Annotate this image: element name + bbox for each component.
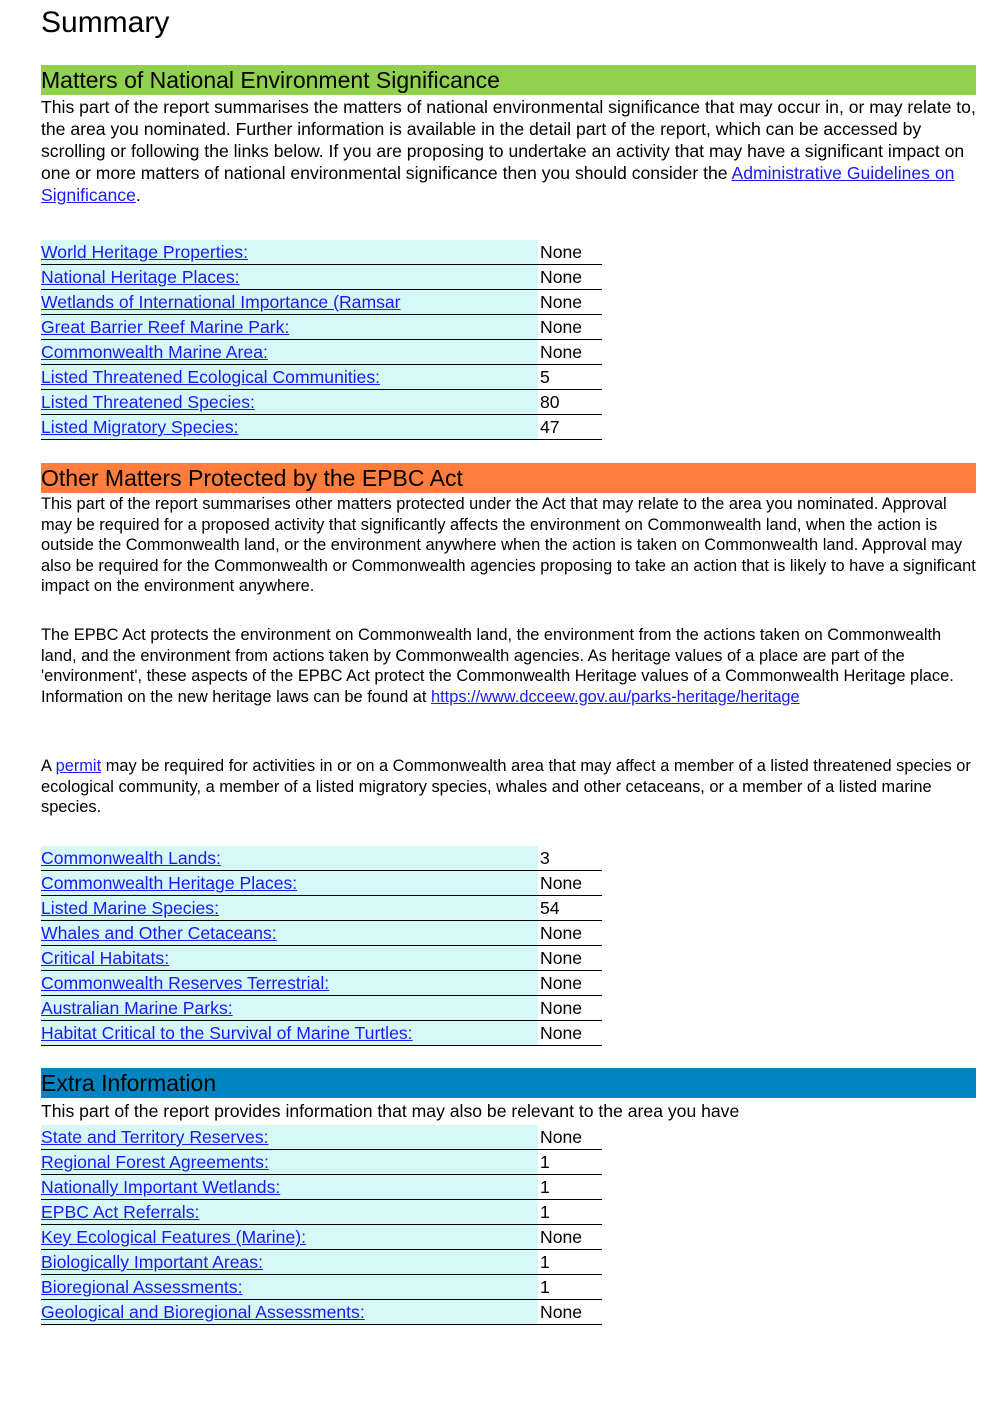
summary-row-value: 1 [538,1250,602,1275]
summary-row-label-cell [41,1200,538,1225]
summary-row-label-cell [41,896,538,921]
summary-row-link[interactable]: Commonwealth Reserves Terrestrial: [41,973,330,993]
summary-row [41,265,602,290]
summary-row-value: 54 [538,896,602,921]
mnes-section-heading: Matters of National Environment Significance [41,65,976,95]
summary-row [41,415,602,440]
summary-row-label-cell [41,1175,538,1200]
summary-row-value: 1 [538,1150,602,1175]
mnes-intro [41,96,976,206]
summary-row-link[interactable]: Bioregional Assessments: [41,1277,243,1297]
summary-row [41,971,602,996]
heritage-laws-link[interactable]: https://www.dcceew.gov.au/parks-heritage/heritage [430,687,800,706]
other-matters-para-2 [41,625,976,707]
other-matters-para-1: This part of the report summarises other matters protected under the Act that may relate to the area you nominated. Approval may be required for a proposed activity that significantly affects the environment on Commonwealth land, when the action is outside the Commonwealth land, or the environment anywhere when the action is taken on Commonwealth land. Approval may also be required for the Commonwealth or Commonwealth agencies proposing to take an action that is likely to have a significant impact on the environment anywhere. [41,495,976,596]
summary-row-label-cell [41,1275,538,1300]
mnes-intro-text: This part of the report summarises the matters of national environmental significance that may occur in, or may relate to, the area you nominated. Further information is available in the detail part of the report, which can be accessed by scrolling or following the links below. If you are proposing to undertake an activity that may have a significant impact on one or more matters of national environmental significance then you should consider the [41,97,976,183]
extra-table-body [41,1125,602,1325]
summary-row-value: None [538,290,602,315]
administrative-guidelines-link[interactable]: Administrative Guidelines on Significance [41,163,955,205]
summary-row-link[interactable]: Listed Threatened Species: [41,392,255,412]
summary-row [41,390,602,415]
summary-row [41,1300,602,1325]
summary-row-value: None [538,1021,602,1046]
summary-row-value: None [538,315,602,340]
summary-row-value: 47 [538,415,602,440]
summary-row-link[interactable]: Australian Marine Parks: [41,998,233,1018]
summary-row-link[interactable]: Wetlands of International Importance (Ramsar [41,292,401,312]
summary-row-link[interactable]: Biologically Important Areas: [41,1252,263,1272]
summary-row-link[interactable]: Geological and Bioregional Assessments: [41,1302,365,1322]
summary-row-label-cell [41,946,538,971]
summary-row-value: 80 [538,390,602,415]
summary-row-value: None [538,340,602,365]
summary-row [41,1125,602,1150]
summary-row [41,365,602,390]
summary-row-label-cell [41,1225,538,1250]
summary-row [41,1150,602,1175]
extra-information-intro: This part of the report provides information that may also be relevant to the area you have [41,1101,740,1121]
summary-row-label-cell [41,290,538,315]
summary-row-label-cell [41,240,538,265]
summary-row [41,315,602,340]
summary-row-value: None [538,871,602,896]
extra-information-summary-table [41,1125,602,1325]
summary-row-value: None [538,996,602,1021]
permit-link[interactable]: permit [55,757,102,775]
summary-row-link[interactable]: Great Barrier Reef Marine Park: [41,317,290,337]
summary-row-value: None [538,946,602,971]
summary-row-link[interactable]: Regional Forest Agreements: [41,1152,269,1172]
summary-row [41,871,602,896]
summary-row-link[interactable]: State and Territory Reserves: [41,1127,269,1147]
summary-row-link[interactable]: Nationally Important Wetlands: [41,1177,281,1197]
summary-row [41,996,602,1021]
summary-row-label-cell [41,265,538,290]
summary-row-label-cell [41,921,538,946]
summary-row [41,846,602,871]
summary-row-value: None [538,921,602,946]
summary-row-label-cell [41,1021,538,1046]
extra-information-section-heading: Extra Information [41,1068,976,1098]
summary-row-label-cell [41,1250,538,1275]
summary-row-label-cell [41,846,538,871]
summary-row [41,290,602,315]
summary-row-link[interactable]: Habitat Critical to the Survival of Marine Turtles: [41,1023,413,1043]
summary-row-value: 3 [538,846,602,871]
other-matters-para-2-text: The EPBC Act protects the environment on Commonwealth land, the environment from the actions taken on Commonwealth land, and the environment from actions taken by Commonwealth agencies. As heritage values of a place are part of the 'environment', these aspects of the EPBC Act protect the Commonwealth Heritage values of a Commonwealth Heritage place. Information on the new heritage laws can be found at [41,626,954,706]
summary-row [41,946,602,971]
summary-row-label-cell [41,1150,538,1175]
summary-row-value: None [538,1225,602,1250]
summary-row-value: None [538,265,602,290]
summary-row-label-cell [41,315,538,340]
summary-row-label-cell [41,390,538,415]
mnes-table-body [41,240,602,440]
summary-row-link[interactable]: Commonwealth Heritage Places: [41,873,298,893]
other-matters-section-heading: Other Matters Protected by the EPBC Act [41,463,976,493]
summary-row-link[interactable]: Commonwealth Marine Area: [41,342,268,362]
summary-row-label-cell [41,1125,538,1150]
summary-row-label-cell [41,365,538,390]
summary-row [41,921,602,946]
summary-row-link[interactable]: Listed Marine Species: [41,898,219,918]
other-table-body [41,846,602,1046]
summary-row-link[interactable]: Listed Threatened Ecological Communities: [41,367,381,387]
other-matters-para-3 [41,756,976,818]
mnes-intro-end: . [135,185,141,205]
summary-row-value: None [538,971,602,996]
summary-row-link[interactable]: Key Ecological Features (Marine): [41,1227,306,1247]
permit-para-end: may be required for activities in or on a Commonwealth area that may affect a member of a listed threatened species or ecological community, a member of a listed migratory species, whales and other cetaceans, or a member of a listed marine species. [41,757,971,817]
summary-row-label-cell [41,1300,538,1325]
other-matters-summary-table [41,846,602,1046]
permit-para-start: A [41,757,56,775]
summary-row [41,1200,602,1225]
summary-row-value: 1 [538,1275,602,1300]
summary-row [41,1225,602,1250]
summary-row-label-cell [41,971,538,996]
summary-row [41,896,602,921]
summary-row-link[interactable]: National Heritage Places: [41,267,240,287]
summary-row [41,1175,602,1200]
summary-row-link[interactable]: Critical Habitats: [41,948,170,968]
summary-row [41,1275,602,1300]
summary-row-label-cell [41,340,538,365]
summary-row [41,240,602,265]
summary-row [41,1021,602,1046]
summary-row [41,340,602,365]
summary-row-value: None [538,1125,602,1150]
summary-row-value: None [538,1300,602,1325]
summary-row-value: 1 [538,1200,602,1225]
summary-row-link[interactable]: Commonwealth Lands: [41,848,221,868]
summary-row-link[interactable]: Whales and Other Cetaceans: [41,923,277,943]
summary-row-link[interactable]: World Heritage Properties: [41,242,248,262]
summary-row-label-cell [41,871,538,896]
summary-row-label-cell [41,415,538,440]
summary-row-value: 1 [538,1175,602,1200]
summary-row-value: None [538,240,602,265]
summary-row-link[interactable]: Listed Migratory Species: [41,417,239,437]
summary-row-value: 5 [538,365,602,390]
mnes-summary-table [41,240,602,440]
summary-row-link[interactable]: EPBC Act Referrals: [41,1202,200,1222]
summary-row-label-cell [41,996,538,1021]
summary-row [41,1250,602,1275]
page-title: Summary [41,6,170,39]
